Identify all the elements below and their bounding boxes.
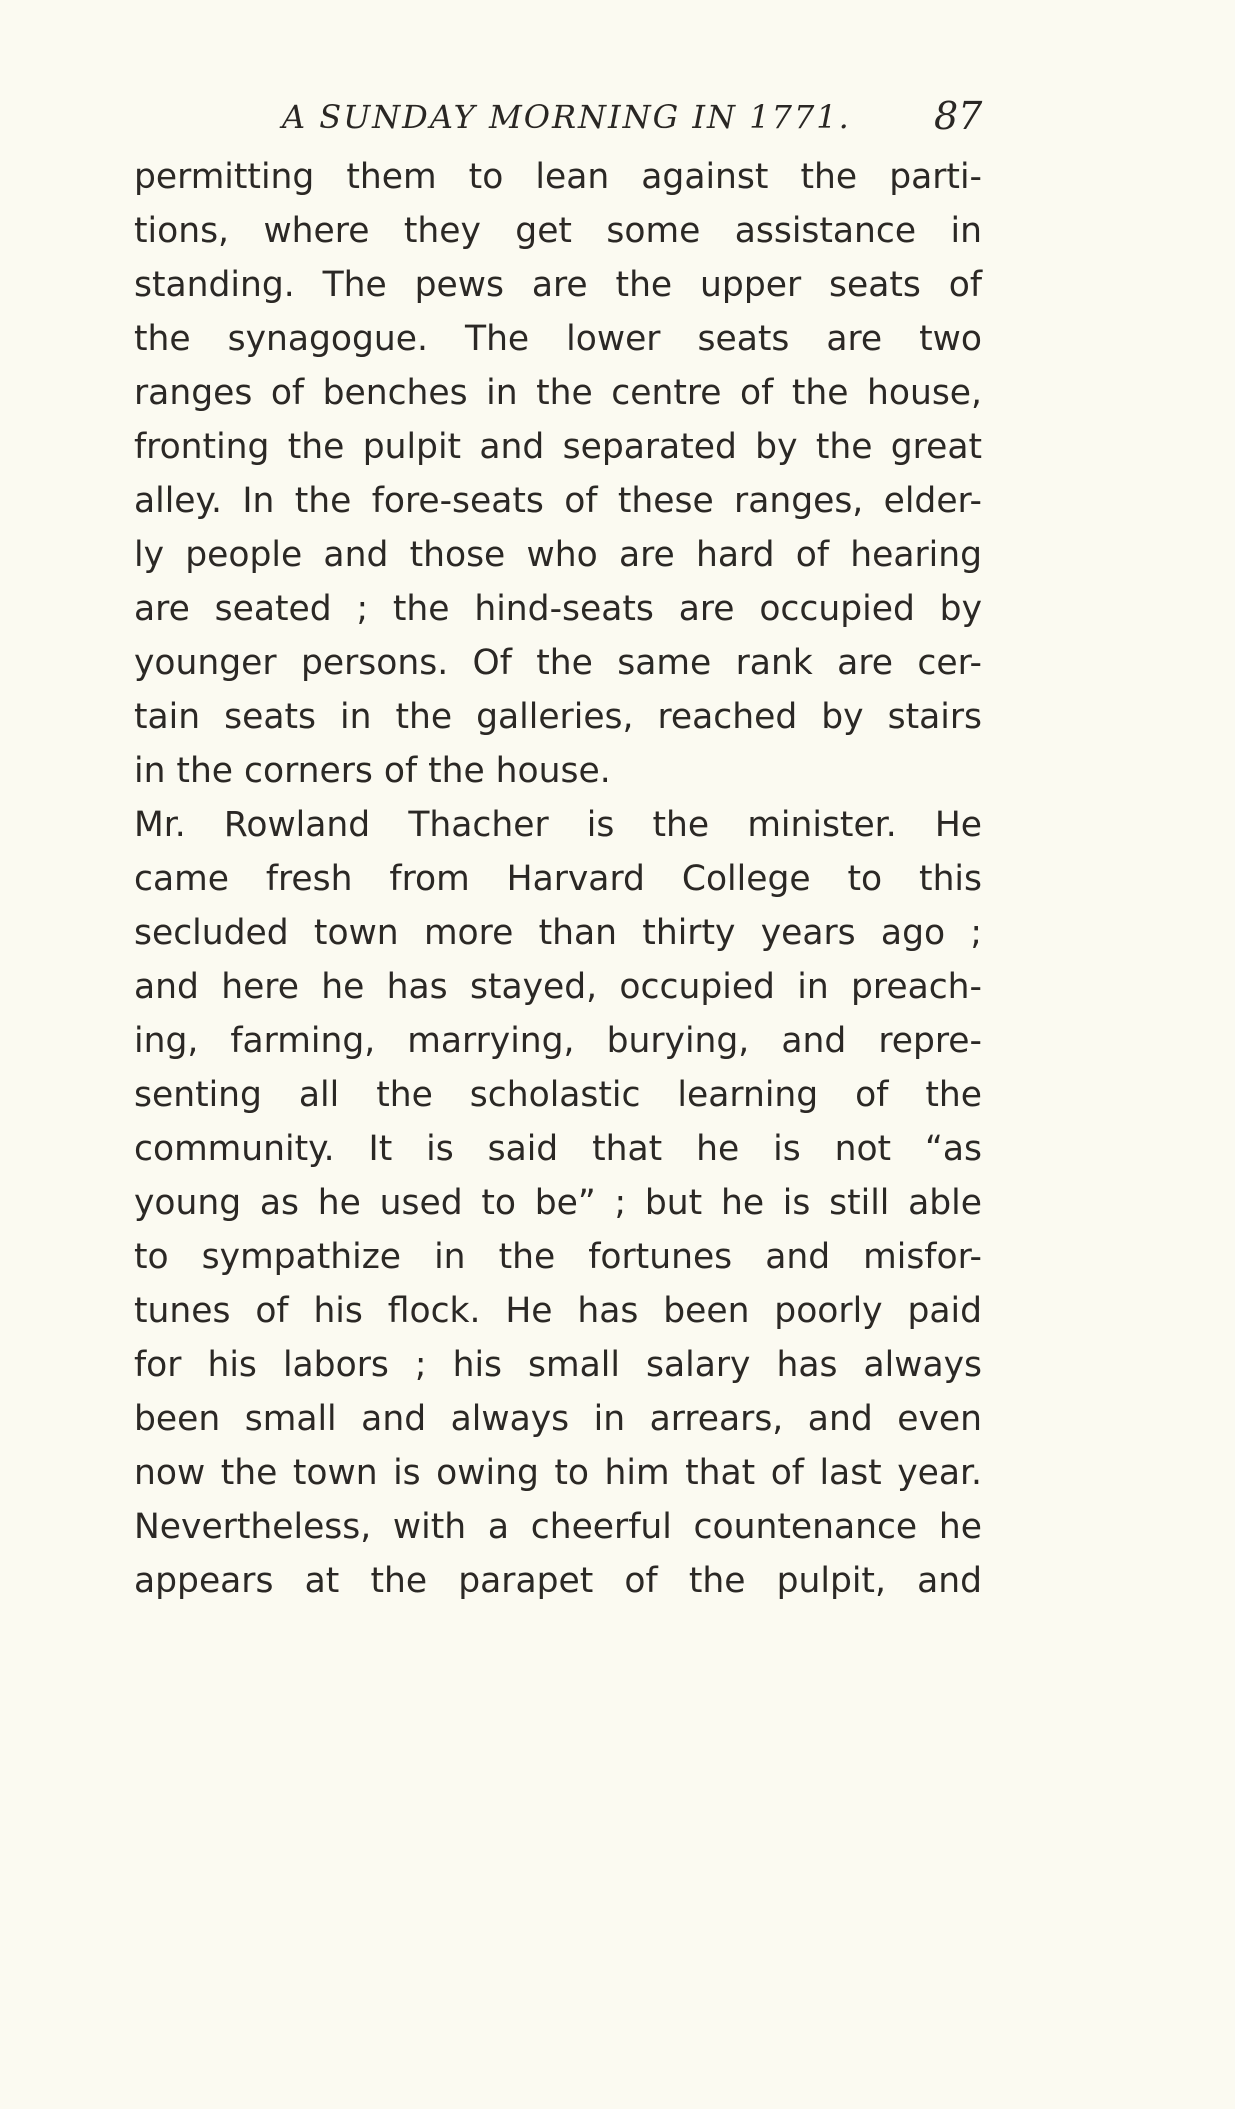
text-line: now the town is owing to him that of last year. — [134, 1453, 982, 1493]
body-text — [134, 150, 982, 1608]
text-line: secluded town more than thirty years ago ; — [134, 913, 982, 953]
text-line: Mr. Rowland Thacher is the minister. He — [134, 805, 982, 845]
text-line: to sympathize in the fortunes and misfor- — [134, 1237, 982, 1277]
text-line: young as he used to be” ; but he is still able — [134, 1183, 982, 1223]
page-number: 87 — [934, 94, 983, 138]
text-line: tain seats in the galleries, reached by stairs — [134, 697, 982, 737]
text-line: permitting them to lean against the parti- — [134, 157, 982, 197]
text-line: standing. The pews are the upper seats of — [134, 265, 982, 305]
text-line: are seated ; the hind-seats are occupied by — [134, 589, 982, 629]
text-line: in the corners of the house. — [134, 751, 611, 791]
text-line: and here he has stayed, occupied in preach- — [134, 967, 982, 1007]
text-line: ing, farming, marrying, burying, and repre- — [134, 1021, 982, 1061]
text-line: the synagogue. The lower seats are two — [134, 319, 982, 359]
text-line: been small and always in arrears, and even — [134, 1399, 982, 1439]
text-line: appears at the parapet of the pulpit, and — [134, 1561, 982, 1601]
text-line: came fresh from Harvard College to this — [134, 859, 982, 899]
text-line: tions, where they get some assistance in — [134, 211, 982, 251]
text-line: community. It is said that he is not “as — [134, 1129, 982, 1169]
text-line: Nevertheless, with a cheerful countenance he — [134, 1507, 982, 1547]
text-line: for his labors ; his small salary has always — [134, 1345, 982, 1385]
text-line: tunes of his flock. He has been poorly paid — [134, 1291, 982, 1331]
text-line: fronting the pulpit and separated by the great — [134, 427, 982, 467]
text-line: senting all the scholastic learning of the — [134, 1075, 982, 1115]
text-line: younger persons. Of the same rank are cer- — [134, 643, 982, 683]
text-line: ly people and those who are hard of hearing — [134, 535, 982, 575]
text-line: ranges of benches in the centre of the house, — [134, 373, 982, 413]
running-head: A SUNDAY MORNING IN 1771. — [282, 98, 851, 136]
text-line: alley. In the fore-seats of these ranges, elder- — [134, 481, 982, 521]
